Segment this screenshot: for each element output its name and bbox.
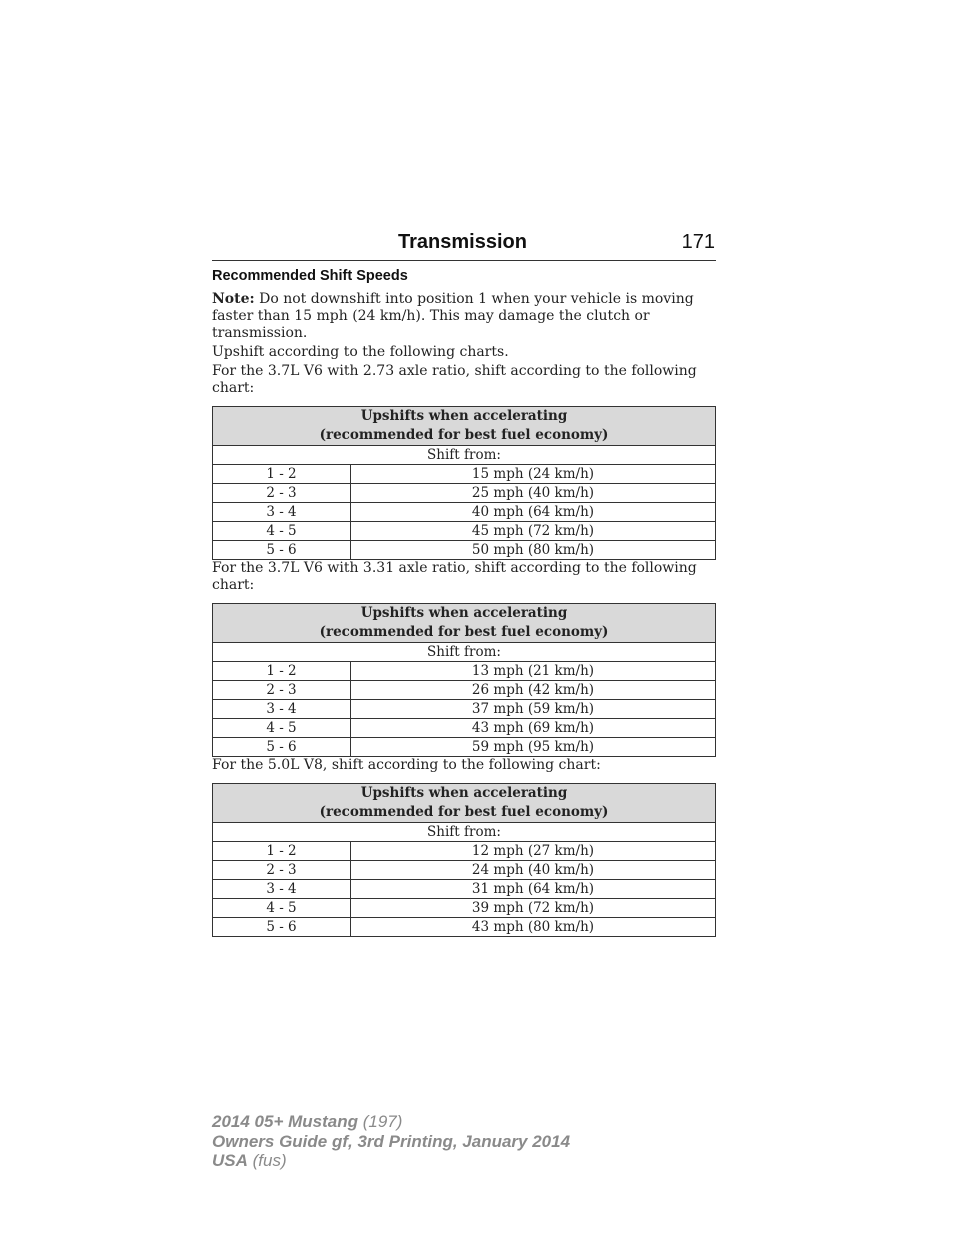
footer-model: 2014 05+ Mustang [212,1112,358,1131]
gear-cell: 5 - 6 [213,541,351,560]
gear-cell: 1 - 2 [213,842,351,861]
speed-cell: 39 mph (72 km/h) [351,899,716,918]
table-row [213,899,716,918]
table-subheader: Shift from: [213,446,716,465]
table-row [213,738,716,757]
gear-cell: 4 - 5 [213,899,351,918]
table-row [213,662,716,681]
note-label: Note: [212,291,255,307]
table-row [213,719,716,738]
gear-cell: 3 - 4 [213,880,351,899]
table-header [213,784,716,823]
table-header-line2: (recommended for best fuel economy) [319,804,609,820]
page-title: Transmission [398,231,527,253]
table-row [213,465,716,484]
speed-cell: 26 mph (42 km/h) [351,681,716,700]
footer-market-code: (fus) [247,1151,287,1170]
table-header [213,604,716,643]
shift-table-3 [212,783,716,937]
note-text: Do not downshift into position 1 when your vehicle is moving faster than 15 mph (24 km/h). This may damage the clutch or transmission. [212,291,694,341]
table-header [213,407,716,446]
speed-cell: 43 mph (69 km/h) [351,719,716,738]
footer-line-3 [212,1151,570,1171]
footer-line-1 [212,1112,570,1132]
table-row [213,861,716,880]
speed-cell: 45 mph (72 km/h) [351,522,716,541]
gear-cell: 4 - 5 [213,719,351,738]
speed-cell: 13 mph (21 km/h) [351,662,716,681]
shift-table-1 [212,406,716,560]
table-1-intro: For the 3.7L V6 with 2.73 axle ratio, shift according to the following chart: [212,363,697,396]
gear-cell: 5 - 6 [213,738,351,757]
gear-cell: 3 - 4 [213,700,351,719]
speed-cell: 15 mph (24 km/h) [351,465,716,484]
gear-cell: 5 - 6 [213,918,351,937]
table-row [213,700,716,719]
table-header-line1: Upshifts when accelerating [360,605,568,621]
table-row [213,842,716,861]
speed-cell: 59 mph (95 km/h) [351,738,716,757]
shift-table-2 [212,603,716,757]
table-row [213,541,716,560]
gear-cell: 3 - 4 [213,503,351,522]
table-subheader: Shift from: [213,823,716,842]
table-row [213,681,716,700]
table-header-line1: Upshifts when accelerating [360,785,568,801]
gear-cell: 2 - 3 [213,484,351,503]
gear-cell: 4 - 5 [213,522,351,541]
gear-cell: 1 - 2 [213,465,351,484]
speed-cell: 31 mph (64 km/h) [351,880,716,899]
speed-cell: 43 mph (80 km/h) [351,918,716,937]
table-row [213,880,716,899]
note-paragraph [212,291,716,342]
table-row [213,503,716,522]
page-content [212,266,716,937]
speed-cell: 37 mph (59 km/h) [351,700,716,719]
table-row [213,918,716,937]
upshift-intro: Upshift according to the following charts. [212,344,509,360]
table-subheader: Shift from: [213,643,716,662]
section-heading: Recommended Shift Speeds [212,268,408,284]
gear-cell: 2 - 3 [213,681,351,700]
page-footer [212,1112,570,1171]
table-row [213,522,716,541]
table-row [213,484,716,503]
table-header-line1: Upshifts when accelerating [360,408,568,424]
speed-cell: 40 mph (64 km/h) [351,503,716,522]
footer-market: USA [212,1151,248,1170]
speed-cell: 12 mph (27 km/h) [351,842,716,861]
footer-edition: Owners Guide gf, 3rd Printing, January 2014 [212,1131,571,1151]
footer-model-code: (197) [358,1112,403,1131]
page-header [212,228,716,261]
gear-cell: 2 - 3 [213,861,351,880]
table-header-line2: (recommended for best fuel economy) [319,624,609,640]
speed-cell: 24 mph (40 km/h) [351,861,716,880]
table-header-line2: (recommended for best fuel economy) [319,427,609,443]
page-number: 171 [681,231,715,253]
table-3-intro: For the 5.0L V8, shift according to the following chart: [212,757,601,773]
table-2-intro: For the 3.7L V6 with 3.31 axle ratio, shift according to the following chart: [212,560,697,593]
footer-line-2 [212,1132,570,1152]
gear-cell: 1 - 2 [213,662,351,681]
speed-cell: 25 mph (40 km/h) [351,484,716,503]
speed-cell: 50 mph (80 km/h) [351,541,716,560]
